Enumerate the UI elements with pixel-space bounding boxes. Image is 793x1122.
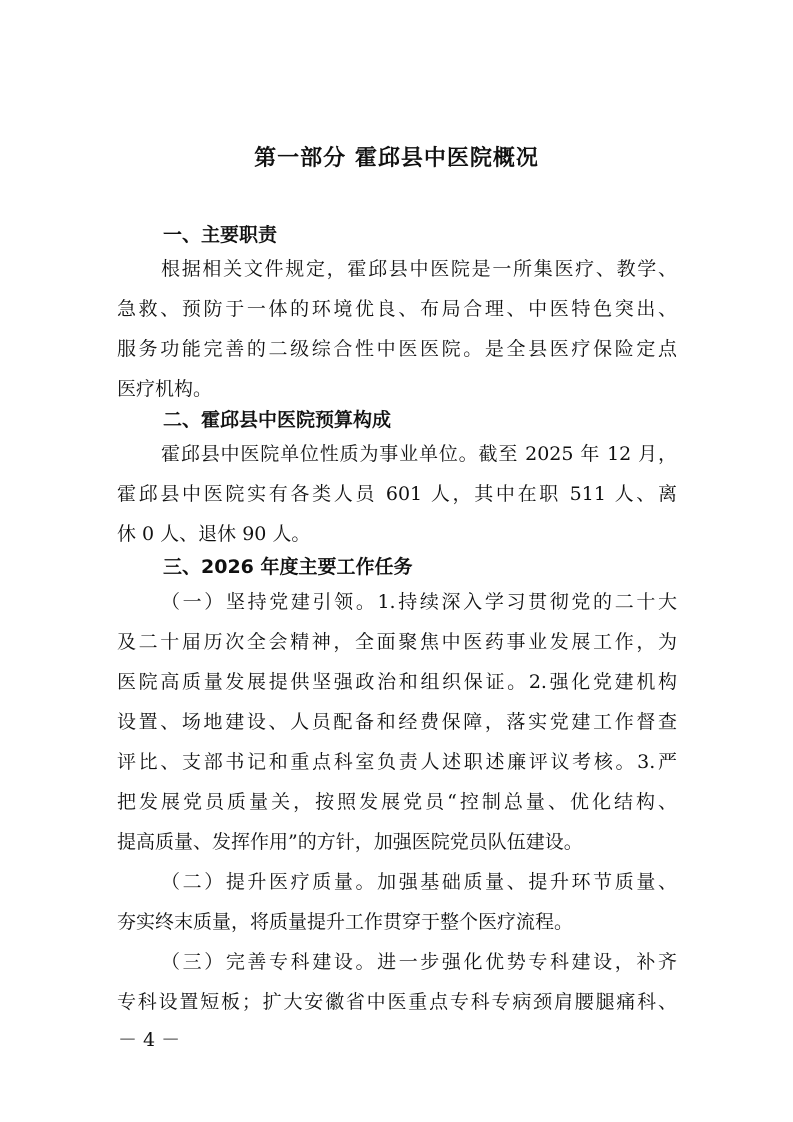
text-line: （二）提升医疗质量。加强基础质量、提升环节质量、 (161, 871, 677, 893)
text-line: （三）完善专科建设。进一步强化优势专科建设，补齐 (161, 951, 677, 973)
section-heading-budget: 二、霍邱县中医院预算构成 (163, 409, 392, 431)
text-line: 提高质量、发挥作用”的方针，加强医院党员队伍建设。 (117, 831, 583, 853)
text-line: 急救、预防于一体的环境优良、布局合理、中医特色突出、 (117, 298, 677, 320)
section-heading-duties: 一、主要职责 (163, 224, 278, 246)
page-title: 第一部分 霍邱县中医院概况 (254, 146, 539, 171)
text-line: 评比、支部书记和重点科室负责人述职述廉评议考核。3.严 (117, 751, 677, 773)
paragraph-duties (117, 249, 677, 409)
paragraph-tasks (117, 582, 677, 1022)
text-line: 医疗机构。 (117, 378, 213, 400)
text-line: 医院高质量发展提供坚强政治和组织保证。2.强化党建机构 (117, 671, 677, 693)
text-line: 把发展党员质量关，按照发展党员“控制总量、优化结构、 (117, 791, 677, 813)
text-line: 休 0 人、退休 90 人。 (117, 523, 311, 545)
text-line: 根据相关文件规定，霍邱县中医院是一所集医疗、教学、 (161, 258, 677, 280)
text-line: 设置、场地建设、人员配备和经费保障，落实党建工作督查 (117, 711, 677, 733)
text-line: 及二十届历次全会精神，全面聚焦中医药事业发展工作，为 (117, 631, 677, 653)
text-line: （一）坚持党建引领。1.持续深入学习贯彻党的二十大 (161, 591, 677, 613)
paragraph-budget (117, 434, 677, 554)
text-line: 夯实终末质量，将质量提升工作贯穿于整个医疗流程。 (117, 911, 574, 933)
text-line: 服务功能完善的二级综合性中医医院。是全县医疗保险定点 (117, 338, 677, 360)
text-line: 霍邱县中医院实有各类人员 601 人，其中在职 511 人、离 (117, 483, 677, 505)
text-line: 专科设置短板；扩大安徽省中医重点专科专病颈肩腰腿痛科、 (117, 991, 677, 1013)
text-line: 霍邱县中医院单位性质为事业单位。截至 2025 年 12 月， (161, 443, 677, 465)
section-heading-tasks: 三、2026 年度主要工作任务 (163, 556, 413, 578)
page-number: － 4 － (118, 1029, 181, 1051)
